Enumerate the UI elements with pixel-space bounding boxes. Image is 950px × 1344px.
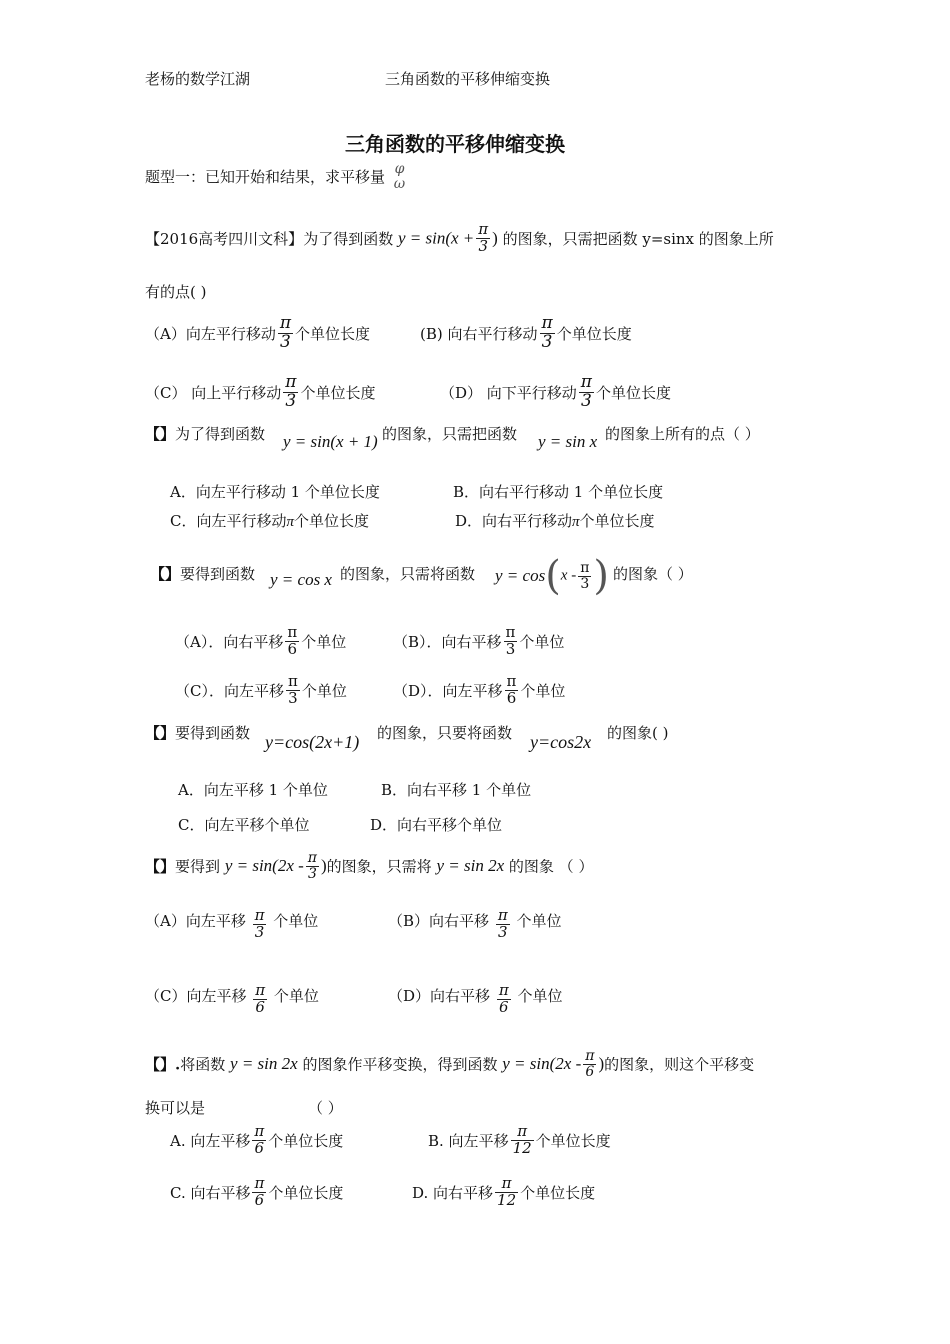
q3-post: 的图象（ ） (613, 565, 693, 583)
q2-mid: 的图象，只需把函数 (382, 425, 518, 443)
q2-option-b: B．向右平行移动 1 个单位长度 (453, 483, 664, 501)
q3-option-a: （A）．向右平移 $\frac{\pi}{6}$ 个单位 (175, 623, 347, 658)
q1-stem (145, 222, 774, 255)
q1-option-c: （C） 向上平行移动 $\frac{\pi}{3}$ 个单位长度 (145, 372, 376, 411)
q3-func2: y = cos(x - $\frac{\pi}{3}$ ) (495, 553, 610, 599)
q3-mid: 的图象，只需将函数 (340, 565, 476, 583)
q3-func1: y = cos x (270, 570, 332, 589)
q1-option-a: （A）向左平行移动 $\frac{\pi}{3}$ 个单位长度 (145, 313, 371, 352)
header-left: 老杨的数学江湖 (145, 70, 251, 88)
q4-func1: y=cos(2x+1) (265, 732, 360, 752)
q4-stem-a: 【】要得到函数 (145, 724, 251, 742)
q2-func1: y = sin(x + 1) (283, 432, 378, 451)
q4-post: 的图象( ) (607, 724, 669, 742)
q6-blank: （ ） (308, 1099, 343, 1117)
q5-stem: 【】要得到 y = sin(2x - $\frac{\pi}{3}$ )的图象，只需将 y = sin 2x 的图象 （ ） (145, 850, 594, 882)
q4-option-d: D．向右平移个单位 (370, 816, 503, 834)
q2-func2: y = sin x (538, 432, 598, 451)
q5-option-b: （B）向右平移 $\frac{\pi}{3}$ 个单位 (388, 906, 562, 941)
q1-option-b: (B) 向右平行移动 $\frac{\pi}{3}$ 个单位长度 (420, 313, 632, 352)
q1-line2: 有的点( ) (145, 283, 207, 301)
q4-option-c: C．向左平移个单位 (178, 816, 310, 834)
q6-option-c: C. 向右平移 $\frac{\pi}{6}$ 个单位长度 (170, 1174, 344, 1209)
q6-stem: 【】.将函数 y = sin 2x 的图象作平移变换，得到函数 y = sin(2x - $\frac{\pi}{6}$ )的图象，则这个平移变 (145, 1048, 755, 1080)
q2-stem: 【】为了得到函数 (145, 425, 266, 443)
q1-tag: 【2016高考四川文科】 (145, 229, 304, 248)
q2-option-d: D．向右平行移动π个单位长度 (455, 512, 655, 530)
q2-option-c: C．向左平行移动π个单位长度 (170, 512, 370, 530)
type1-line (145, 162, 409, 191)
q1-mid: 的图象，只需把函数 y=sinx 的图象上所 (502, 229, 774, 248)
q4-option-b: B．向右平移 1 个单位 (381, 781, 532, 799)
q3-option-b: （B）．向右平移 $\frac{\pi}{3}$ 个单位 (393, 623, 565, 658)
q5-option-a: （A）向左平移 $\frac{\pi}{3}$ 个单位 (145, 906, 319, 941)
q2-option-a: A．向左平行移动 1 个单位长度 (170, 483, 380, 501)
header-center: 三角函数的平移伸缩变换 (385, 70, 551, 88)
q3-stem-a: 【】要得到函数 (150, 565, 256, 583)
q4-option-a: A．向左平移 1 个单位 (178, 781, 328, 799)
q1-option-d: （D） 向下平行移动 $\frac{\pi}{3}$ 个单位长度 (440, 372, 671, 411)
q6-line2: 换可以是 (145, 1099, 206, 1117)
q1-pre: 为了得到函数 (303, 229, 394, 248)
type1-label: 题型一：已知开始和结果，求平移量 (145, 168, 386, 187)
q6-option-d: D. 向右平移 $\frac{\pi}{12}$ 个单位长度 (412, 1174, 596, 1209)
q6-option-a: A. 向左平移 $\frac{\pi}{6}$ 个单位长度 (170, 1122, 344, 1157)
q6-option-b: B. 向左平移 $\frac{\pi}{12}$ 个单位长度 (428, 1122, 611, 1157)
q4-func2: y=cos2x (530, 732, 592, 752)
q1-func-a: y = sin(x + (397, 228, 475, 248)
q4-mid: 的图象，只要将函数 (377, 724, 513, 742)
type1-fraction: φ ω (393, 161, 406, 192)
q2-post: 的图象上所有的点（ ） (605, 425, 760, 443)
q1-func-fraction: $\frac{\pi}{3}$ (478, 220, 489, 255)
q5-option-d: （D）向右平移 $\frac{\pi}{6}$ 个单位 (388, 981, 563, 1016)
q3-option-c: （C）．向左平移 $\frac{\pi}{3}$ 个单位 (175, 672, 347, 707)
page-title: 三角函数的平移伸缩变换 (345, 132, 565, 156)
q3-option-d: （D）．向左平移 $\frac{\pi}{6}$ 个单位 (393, 672, 566, 707)
q5-option-c: （C）向左平移 $\frac{\pi}{6}$ 个单位 (145, 981, 319, 1016)
q1-func-b: ) (492, 228, 498, 248)
